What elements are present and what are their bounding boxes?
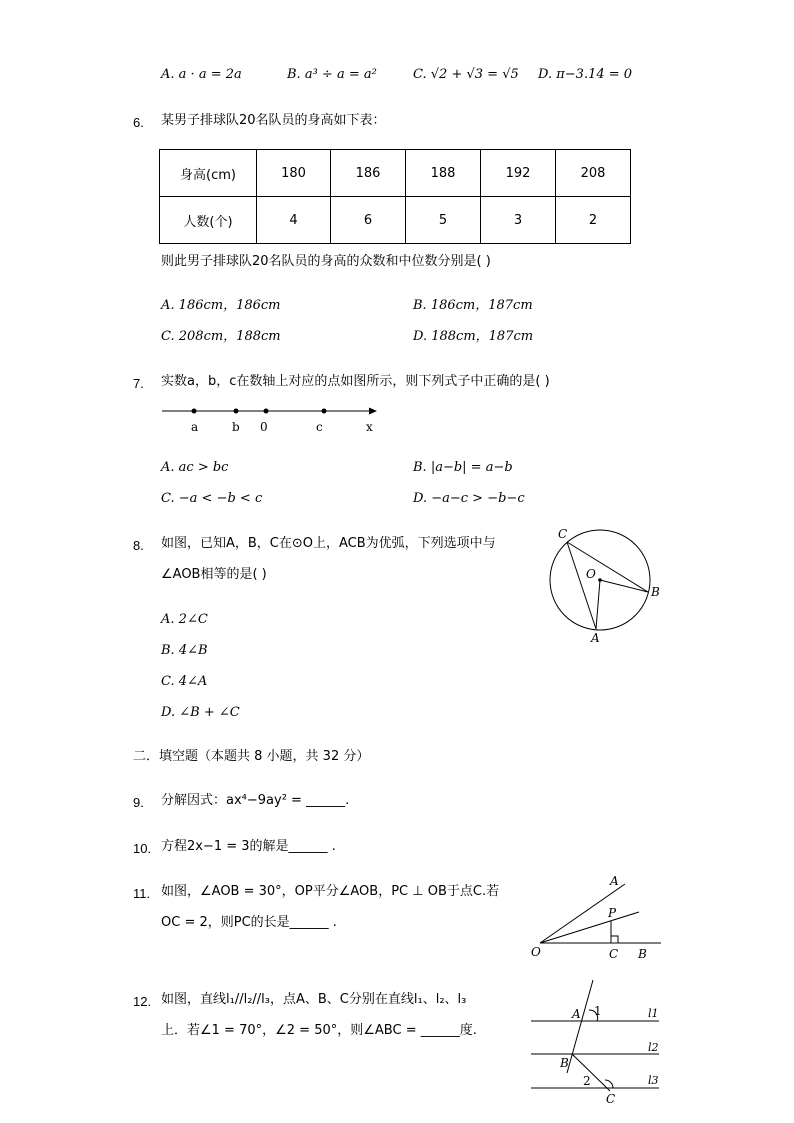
option-text: 188cm，187cm bbox=[431, 329, 534, 344]
label-p: P bbox=[608, 906, 617, 920]
q9-text: 分解因式：ax⁴−9ay² = ______. bbox=[161, 793, 350, 808]
label-c: C bbox=[606, 1092, 616, 1106]
option-text: 2∠C bbox=[178, 612, 208, 627]
ray-op bbox=[540, 912, 639, 943]
q6-option-a bbox=[161, 297, 281, 315]
q8-number: 8. bbox=[133, 538, 144, 553]
option-text: 208cm，188cm bbox=[178, 329, 281, 344]
label-angle-2: 2 bbox=[583, 1074, 591, 1088]
q5-option-d bbox=[538, 66, 632, 84]
q7-option-c bbox=[161, 490, 262, 508]
point-a bbox=[192, 409, 197, 414]
angle-bisector-figure bbox=[527, 870, 667, 965]
circle-figure bbox=[540, 520, 670, 650]
table-cell: 3 bbox=[481, 197, 556, 244]
option-label: D. bbox=[413, 329, 428, 344]
option-text: |a−b| = a−b bbox=[430, 460, 513, 475]
label-b: B bbox=[638, 947, 647, 961]
label-a: A bbox=[591, 631, 600, 645]
q8-option-c bbox=[161, 673, 207, 691]
option-text: 4∠A bbox=[178, 674, 208, 689]
option-text: a · a = 2a bbox=[178, 67, 242, 82]
option-label: A. bbox=[161, 298, 175, 313]
center-point bbox=[598, 578, 602, 582]
q12-line1: 如图，直线l₁//l₂//l₃，点A、B、C分别在直线l₁、l₂、l₃ bbox=[161, 992, 467, 1007]
option-text: a³ ÷ a = a² bbox=[304, 67, 377, 82]
label-l1: l1 bbox=[648, 1007, 659, 1020]
option-label: B. bbox=[287, 67, 301, 82]
option-label: B. bbox=[413, 298, 427, 313]
option-text: π−3.14 = 0 bbox=[556, 67, 633, 82]
table-row bbox=[160, 150, 631, 197]
table-cell: 6 bbox=[331, 197, 406, 244]
label-o: O bbox=[531, 945, 541, 959]
section-2-title: 二．填空题（本题共 8 小题，共 32 分） bbox=[133, 749, 370, 764]
option-label: C. bbox=[161, 491, 175, 506]
q6-number: 6. bbox=[133, 115, 144, 130]
q6-option-b bbox=[413, 297, 533, 315]
q7-option-d bbox=[413, 490, 525, 508]
table-cell: 5 bbox=[406, 197, 481, 244]
label-b: b bbox=[232, 420, 240, 434]
q9-number: 9. bbox=[133, 795, 144, 810]
chord-ca bbox=[567, 542, 596, 629]
q12-line2: 上．若∠1 = 70°，∠2 = 50°，则∠ABC = ______度. bbox=[161, 1023, 477, 1038]
radius-ob bbox=[600, 580, 648, 592]
table-cell: 192 bbox=[481, 150, 556, 197]
q7-number: 7. bbox=[133, 376, 144, 391]
label-o: O bbox=[586, 567, 596, 581]
option-label: D. bbox=[538, 67, 553, 82]
q11-line1: 如图，∠AOB = 30°，OP平分∠AOB，PC ⊥ OB于点C.若 bbox=[161, 884, 500, 899]
table-row-header: 身高(cm) bbox=[160, 150, 257, 197]
radius-oa bbox=[596, 580, 600, 629]
label-x: x bbox=[366, 420, 373, 434]
option-text: ac > bc bbox=[178, 460, 229, 475]
height-table bbox=[159, 149, 631, 244]
parallel-lines-figure bbox=[527, 978, 667, 1108]
arrow-head-icon bbox=[369, 408, 377, 415]
label-c: C bbox=[558, 527, 568, 541]
q7-option-b bbox=[413, 459, 513, 477]
table-cell: 208 bbox=[556, 150, 631, 197]
number-line-figure bbox=[155, 398, 385, 438]
label-b: B bbox=[560, 1056, 569, 1070]
option-text: −a < −b < c bbox=[178, 491, 263, 506]
q5-option-a bbox=[161, 66, 242, 84]
right-angle-mark bbox=[611, 936, 618, 943]
q11-number: 11. bbox=[133, 886, 151, 901]
table-row-header: 人数(个) bbox=[160, 197, 257, 244]
label-l3: l3 bbox=[648, 1074, 659, 1087]
option-text: 4∠B bbox=[178, 643, 208, 658]
point-zero bbox=[264, 409, 269, 414]
segment-bc bbox=[572, 1054, 610, 1091]
q8-option-a bbox=[161, 611, 208, 629]
q6-stem: 某男子排球队20名队员的身高如下表： bbox=[161, 113, 386, 128]
q12-number: 12. bbox=[133, 994, 152, 1009]
q7-stem: 实数a，b，c在数轴上对应的点如图所示，则下列式子中正确的是( ) bbox=[161, 374, 550, 389]
option-text: √2 + √3 = √5 bbox=[430, 67, 519, 82]
label-angle-1: 1 bbox=[594, 1004, 602, 1018]
label-zero: 0 bbox=[260, 420, 268, 434]
q8-option-d bbox=[161, 704, 240, 722]
table-row bbox=[160, 197, 631, 244]
table-cell: 2 bbox=[556, 197, 631, 244]
option-label: A. bbox=[161, 612, 175, 627]
label-a: A bbox=[610, 874, 619, 888]
option-label: B. bbox=[161, 643, 175, 658]
label-a: A bbox=[572, 1007, 581, 1021]
label-c: c bbox=[316, 420, 323, 434]
q11-line2: OC = 2，则PC的长是______ . bbox=[161, 915, 337, 930]
table-cell: 186 bbox=[331, 150, 406, 197]
label-l2: l2 bbox=[648, 1041, 659, 1054]
q7-option-a bbox=[161, 459, 228, 477]
point-b bbox=[234, 409, 239, 414]
transversal-ab bbox=[567, 980, 593, 1073]
option-label: B. bbox=[413, 460, 427, 475]
option-text: 186cm，186cm bbox=[178, 298, 281, 313]
option-text: 186cm，187cm bbox=[430, 298, 533, 313]
chord-cb bbox=[567, 542, 648, 592]
q8-option-b bbox=[161, 642, 208, 660]
label-c: C bbox=[609, 947, 619, 961]
point-c bbox=[322, 409, 327, 414]
option-label: C. bbox=[161, 329, 175, 344]
q6-option-d bbox=[413, 328, 533, 346]
table-cell: 188 bbox=[406, 150, 481, 197]
option-label: A. bbox=[161, 67, 175, 82]
q10-text: 方程2x−1 = 3的解是______ . bbox=[161, 839, 336, 854]
label-a: a bbox=[191, 420, 199, 434]
q10-number: 10. bbox=[133, 841, 152, 856]
q6-option-c bbox=[161, 328, 281, 346]
table-cell: 180 bbox=[257, 150, 331, 197]
option-label: C. bbox=[161, 674, 175, 689]
option-label: A. bbox=[161, 460, 175, 475]
option-label: D. bbox=[413, 491, 428, 506]
q5-option-b bbox=[287, 66, 377, 84]
q6-question: 则此男子排球队20名队员的身高的众数和中位数分别是( ) bbox=[161, 254, 491, 269]
table-cell: 4 bbox=[257, 197, 331, 244]
option-label: D. bbox=[161, 705, 176, 720]
q8-stem-line2: ∠AOB相等的是( ) bbox=[161, 567, 267, 582]
q5-option-c bbox=[413, 66, 519, 84]
option-text: ∠B + ∠C bbox=[179, 705, 240, 720]
option-text: −a−c > −b−c bbox=[431, 491, 525, 506]
option-label: C. bbox=[413, 67, 427, 82]
label-b: B bbox=[651, 585, 660, 599]
q8-stem-line1: 如图，已知A，B，C在⊙O上，ACB为优弧，下列选项中与 bbox=[161, 536, 496, 551]
